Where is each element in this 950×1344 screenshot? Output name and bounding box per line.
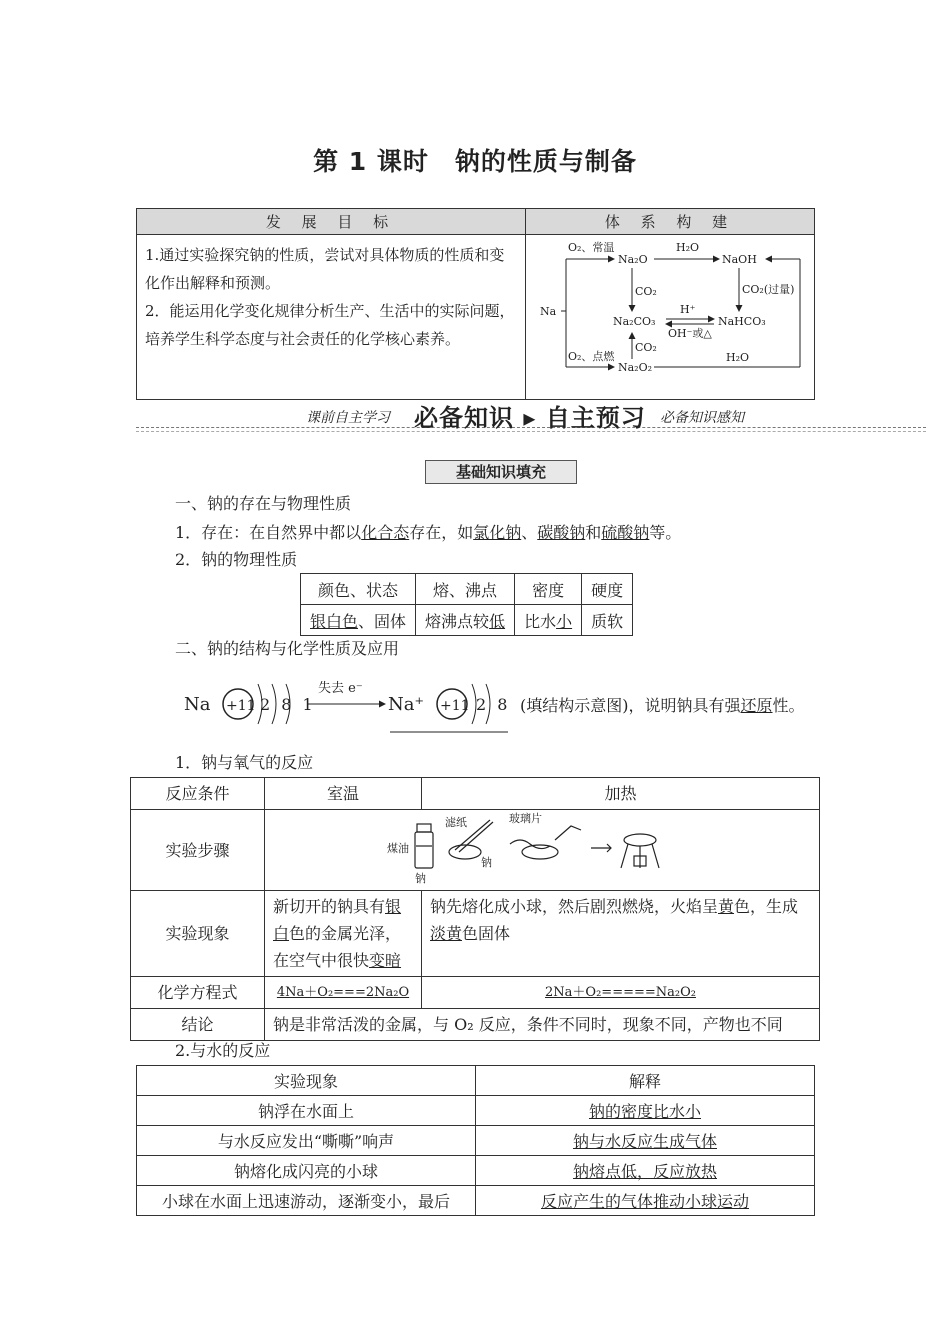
banner-left: 课前自主学习 [306,410,390,426]
o2-heading: 1．钠与氧气的反应 [175,753,314,772]
o2-r-steps: 实验步骤 [131,810,265,891]
s1-existence: 1．存在：在自然界中都以化合态存在，如氯化钠、碳酸钠和硫酸钠等。 [175,523,682,542]
table-row: 小球在水面上迅速游动，逐渐变小，最后 反应产生的气体推动小球运动 [137,1186,815,1216]
lbl-sodium-1: 钠 [415,872,426,885]
reaction-diagram-svg [526,235,814,387]
props-melt: 熔沸点较低 [416,605,515,636]
physical-props-table [300,573,633,636]
atom-structure-svg [180,672,515,736]
o2-eq-room: 4Na＋O₂===2Na₂O [265,977,422,1009]
blank-na2so4: 硫酸钠 [601,523,650,542]
atom-na: Na [184,694,211,715]
props-h-density: 密度 [515,574,582,605]
blank-na2co3: 碳酸钠 [537,523,586,542]
o2-h-heat: 加热 [422,778,820,810]
o2-heat-phenomenon: 钠先熔化成小球，然后剧烈燃烧，火焰呈黄色，生成淡黄色固体 [422,891,820,977]
s1-heading: 一、钠的存在与物理性质 [175,494,352,513]
experiment-steps-svg [385,810,805,890]
water-h2: 解释 [476,1066,815,1096]
d-o2-room: O₂、常温 [568,241,615,254]
table-row: 钠浮在水面上 钠的密度比水小 [137,1096,815,1126]
d-h-plus: H⁺ [680,303,696,316]
water-reaction-table [136,1065,815,1216]
atom-shells-1: 2 8 1 [260,695,316,714]
props-color: 银白色、固体 [301,605,416,636]
water-heading: 2.与水的反应 [175,1041,271,1060]
blank-compound-state: 化合态 [361,523,410,542]
d-co2-b: CO₂ [635,341,657,354]
o2-conclusion: 钠是非常活泼的金属，与 O₂ 反应，条件不同时，现象不同，产物也不同 [265,1009,820,1041]
blank-reducing: 还原 [740,696,773,715]
d-na2o: Na₂O [618,253,648,266]
d-co2-excess: CO₂(过量) [742,283,795,296]
banner-right: 必备知识感知 [660,410,744,426]
d-na2co3: Na₂CO₃ [613,315,656,328]
s2-explain: (填结构示意图)，说明钠具有强还原性。 [520,696,805,715]
o2-steps-figure [265,810,820,891]
d-h2o-top: H₂O [676,241,700,254]
goals-table [136,208,815,400]
goal-1: 1.通过实验探究钠的性质，尝试对具体物质的性质和变化作出解释和预测。 [145,246,505,292]
props-h-melt: 熔、沸点 [416,574,515,605]
props-h-color: 颜色、状态 [301,574,416,605]
s2-heading: 二、钠的结构与化学性质及应用 [175,639,400,658]
goal-2: 2．能运用化学变化规律分析生产、生活中的实际问题，培养学生科学态度与社会责任的化学核心素养。 [145,302,515,348]
d-nahco3: NaHCO₃ [718,315,766,328]
lbl-filter-paper: 滤纸 [445,816,467,829]
s1-physical: 2．钠的物理性质 [175,550,298,569]
atom-shells-2: 2 8 [476,695,511,714]
lbl-kerosene: 煤油 [387,842,409,855]
atom-arrow-label: 失去 e⁻ [318,681,363,696]
section-banner [136,397,926,433]
goals-header: 发 展 目 标 [137,209,526,235]
o2-r-concl: 结论 [131,1009,265,1041]
goals-text [137,235,526,400]
d-na2o2: Na₂O₂ [618,361,653,374]
banner-mid: 必备知识 ▸ 自主预习 [414,404,646,432]
o2-h-cond: 反应条件 [131,778,265,810]
table-row: 与水反应发出“嘶嘶”响声 钠与水反应生成气体 [137,1126,815,1156]
lbl-glass-slide: 玻璃片 [509,812,542,825]
page-title: 第 1 课时 钠的性质与制备 [313,147,637,176]
section-label: 基础知识填充 [425,460,577,484]
lbl-sodium-2: 钠 [481,856,492,869]
o2-room-phenomenon: 新切开的钠具有银白色的金属光泽，在空气中很快变暗 [265,891,422,977]
o2-eq-heat: 2Na＋O₂=====Na₂O₂ [422,977,820,1009]
o2-h-room: 室温 [265,778,422,810]
o2-r-eq: 化学方程式 [131,977,265,1009]
props-hardness: 质软 [582,605,633,636]
d-oh-heat: OH⁻或△ [668,327,712,340]
system-header: 体 系 构 建 [526,209,815,235]
d-h2o-bottom: H₂O [726,351,750,364]
system-diagram [526,235,815,400]
atom-nucleus-2: +11 [440,698,470,714]
d-o2-burn: O₂、点燃 [568,350,615,363]
atom-na-ion: Na⁺ [388,694,424,715]
props-density: 比水小 [515,605,582,636]
water-h1: 实验现象 [137,1066,476,1096]
blank-nacl: 氯化钠 [473,523,522,542]
d-co2-a: CO₂ [635,285,657,298]
oxygen-reaction-table [130,777,820,1041]
atom-nucleus-1: +11 [226,698,256,714]
d-naoh: NaOH [722,253,757,266]
o2-r-phen: 实验现象 [131,891,265,977]
props-h-hardness: 硬度 [582,574,633,605]
table-row: 钠熔化成闪亮的小球 钠熔点低，反应放热 [137,1156,815,1186]
d-na: Na [540,305,557,318]
